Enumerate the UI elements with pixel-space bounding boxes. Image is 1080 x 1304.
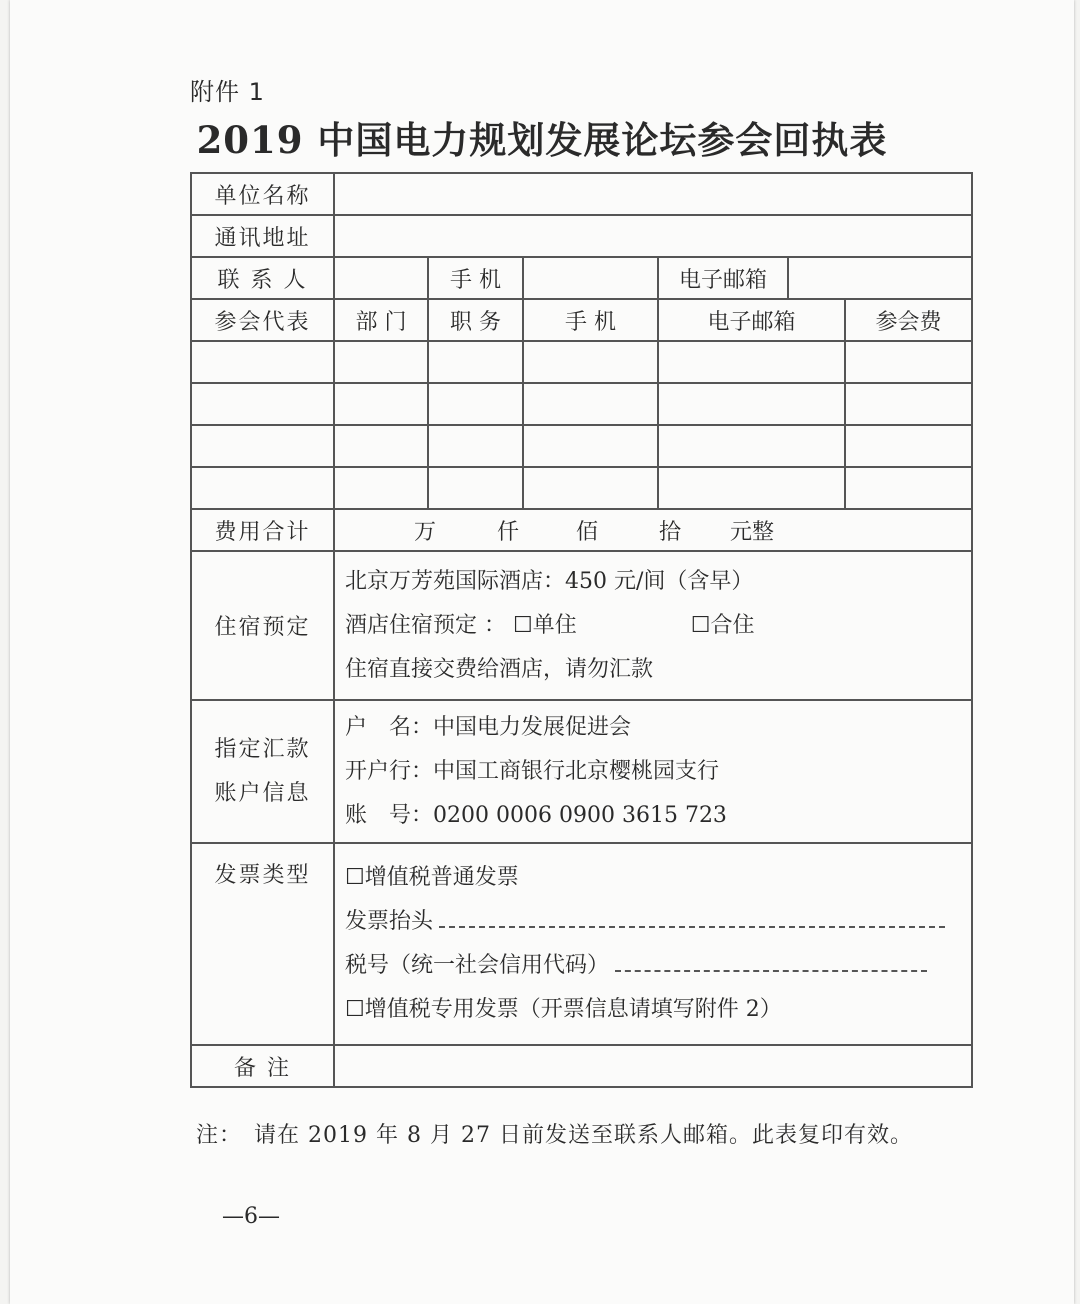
row-unit-name [191,173,972,215]
accommodation-label: 住宿预定 [191,551,334,700]
email-header: 电子邮箱 [658,299,845,341]
delegate-dept-cell[interactable] [334,383,428,425]
delegate-row [191,467,972,509]
delegate-fee-cell[interactable] [845,383,972,425]
contact-email-label: 电子邮箱 [658,257,788,299]
fee-header: 参会费 [845,299,972,341]
fee-unit-bai: 佰 [576,519,599,545]
fee-unit-shi: 拾 [659,519,682,545]
fee-total-field[interactable] [334,509,972,551]
delegate-dept-cell[interactable] [334,341,428,383]
delegate-name-cell[interactable] [191,467,334,509]
position-header: 职 务 [428,299,523,341]
delegate-email-cell[interactable] [658,467,845,509]
invoice-content [334,843,972,1045]
contact-mobile-label: 手 机 [428,257,523,299]
row-accommodation [191,551,972,700]
invoice-header-label: 发票抬头 [345,909,434,934]
row-contact [191,257,972,299]
accommodation-content [334,551,972,700]
tax-id-line [345,944,961,988]
unit-name-label: 单位名称 [191,173,334,215]
account-label-line2: 账户信息 [214,780,311,806]
delegate-fee-cell[interactable] [845,467,972,509]
delegate-fee-cell[interactable] [845,425,972,467]
invoice-label: 发票类型 [191,843,334,1045]
delegate-row [191,425,972,467]
page-number: —6— [222,1204,280,1229]
ordinary-invoice-checkbox[interactable]: ☐增值税普通发票 [345,865,519,890]
contact-field[interactable] [334,257,428,299]
delegate-mobile-cell[interactable] [523,467,658,509]
contact-email-field[interactable] [788,257,972,299]
contact-label: 联 系 人 [191,257,334,299]
invoice-header-line [345,900,961,944]
booking-line [345,604,961,648]
single-room-checkbox[interactable]: ☐单住 [513,612,577,638]
address-label: 通讯地址 [191,215,334,257]
unit-name-field[interactable] [334,173,972,215]
registration-form-table [190,172,973,1088]
shared-room-checkbox[interactable]: ☐合住 [690,612,755,638]
delegate-position-cell[interactable] [428,425,523,467]
account-number-label: 账 号： [345,802,434,828]
delegate-fee-cell[interactable] [845,341,972,383]
row-invoice [191,843,972,1045]
fee-total-label: 费用合计 [191,509,334,551]
delegate-dept-cell[interactable] [334,425,428,467]
delegate-position-cell[interactable] [428,467,523,509]
form-title: 2019 中国电力规划发展论坛参会回执表 [196,118,888,162]
remarks-field[interactable] [334,1045,972,1087]
delegate-row [191,341,972,383]
delegate-mobile-cell[interactable] [523,341,658,383]
document-page [10,0,1074,1304]
row-delegate-header [191,299,972,341]
delegate-row [191,383,972,425]
footnote: 注： 请在 2019 年 8 月 27 日前发送至联系人邮箱。此表复印有效。 [196,1123,913,1148]
account-number-value: 0200 0006 0900 3615 723 [433,802,727,828]
booking-label: 酒店住宿预定 ： [345,612,506,638]
delegate-position-cell[interactable] [428,341,523,383]
row-remarks [191,1045,972,1087]
delegate-email-cell[interactable] [658,383,845,425]
row-fee-total [191,509,972,551]
delegate-email-cell[interactable] [658,341,845,383]
delegate-mobile-cell[interactable] [523,383,658,425]
row-address [191,215,972,257]
account-name-value: 中国电力发展促进会 [433,714,632,740]
delegate-mobile-cell[interactable] [523,425,658,467]
delegate-label: 参会代表 [191,299,334,341]
delegate-name-cell[interactable] [191,425,334,467]
fee-unit-yuan: 元整 [730,519,775,545]
account-name-label: 户 名： [345,714,434,740]
hotel-info: 北京万芳苑国际酒店：450 元/间（含早） [345,568,754,594]
row-account [191,700,972,843]
annex-label: 附件 1 [190,78,265,106]
delegate-position-cell[interactable] [428,383,523,425]
address-field[interactable] [334,215,972,257]
account-bank-line [345,750,961,794]
account-name-line [345,706,961,750]
tax-id-label: 税号（统一社会信用代码） [345,953,610,978]
delegate-dept-cell[interactable] [334,467,428,509]
account-bank-value: 中国工商银行北京樱桃园支行 [433,758,720,784]
account-label-line1: 指定汇款 [214,736,311,762]
account-number-line [345,794,961,838]
account-label [191,700,334,843]
fee-unit-qian: 仟 [497,519,520,545]
delegate-email-cell[interactable] [658,425,845,467]
delegate-name-cell[interactable] [191,383,334,425]
account-content [334,700,972,843]
delegate-name-cell[interactable] [191,341,334,383]
dept-header: 部 门 [334,299,428,341]
special-invoice-checkbox[interactable]: ☐增值税专用发票（开票信息请填写附件 2） [345,997,782,1022]
fee-unit-wan: 万 [414,519,437,545]
account-bank-label: 开户行： [345,758,434,784]
payment-note: 住宿直接交费给酒店，请勿汇款 [345,656,654,682]
tax-id-field[interactable] [615,970,927,972]
contact-mobile-field[interactable] [523,257,658,299]
invoice-header-field[interactable] [439,926,945,928]
remarks-label: 备 注 [191,1045,334,1087]
mobile-header: 手 机 [523,299,658,341]
